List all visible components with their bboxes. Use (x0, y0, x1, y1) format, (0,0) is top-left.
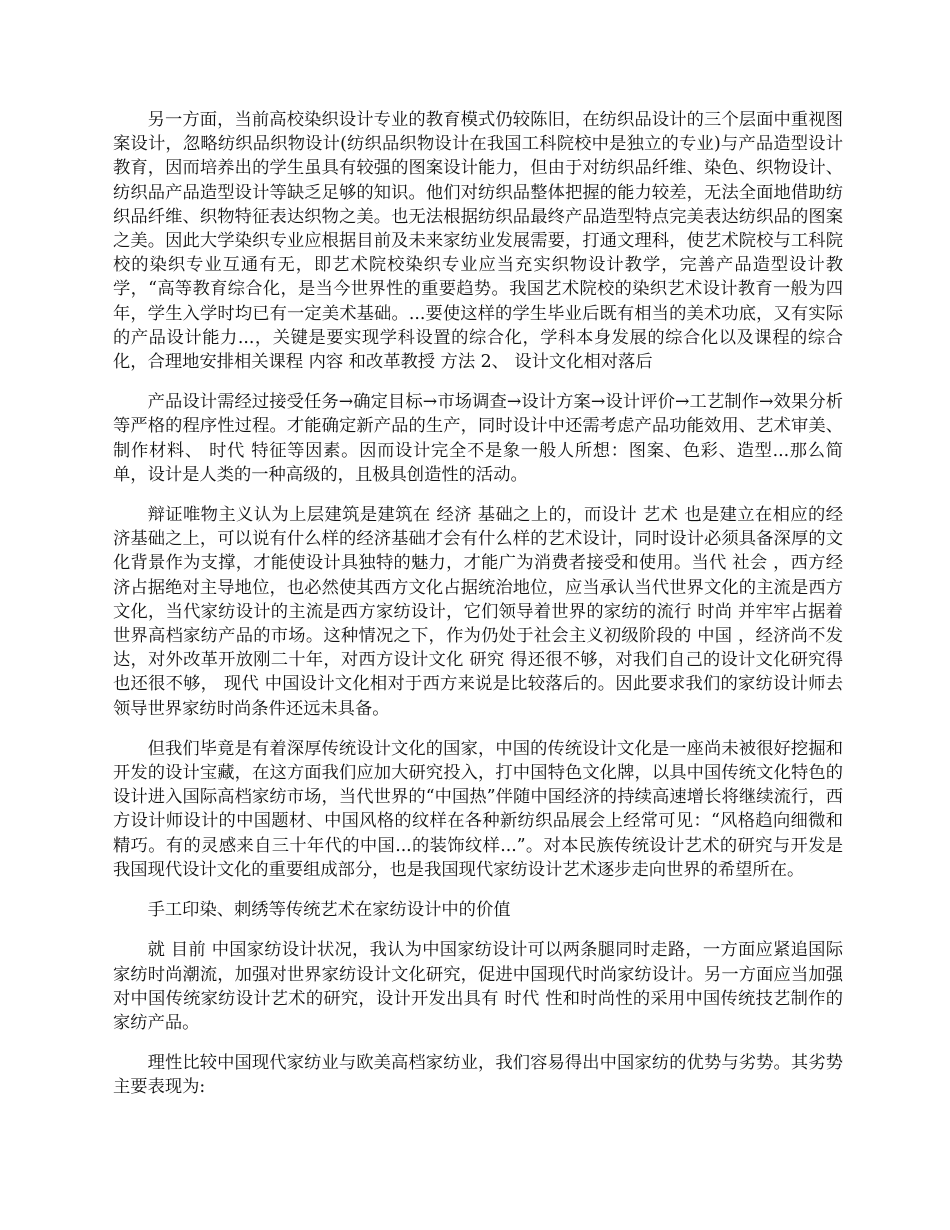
paragraph-design-process: 产品设计需经过接受任务→确定目标→市场调查→设计方案→设计评价→工艺制作→效果分析等严格的程序性过程。才能确定新产品的生产，同时设计中还需考虑产品功能效用、艺术审美、制作材料、 时代 特征等因素。因而设计完全不是象一般人所想：图案、色彩、造型...那么简单，设计是人类的一种高级的，且极具创造性的活动。 (113, 392, 843, 485)
paragraph-comparison: 理性比较中国现代家纺业与欧美高档家纺业，我们容易得出中国家纺的优势与劣势。其劣势主要表现为: (113, 1053, 843, 1098)
paragraph-traditional-culture: 但我们毕竟是有着深厚传统设计文化的国家，中国的传统设计文化是一座尚未被很好挖掘和开发的设计宝藏，在这方面我们应加大研究投入，打中国特色文化牌，以具中国传统文化特色的设计进入国际高档家纺市场，当代世界的“中国热”伴随中国经济的持续高速增长将继续流行，西方设计师设计的中国题材、中国风格的纹样在各种新纺织品展会上经常可见：“风格趋向细微和精巧。有的灵感来自三十年代的中国...的装饰纹样...”。对本民族传统设计艺术的研究与开发是我国现代设计文化的重要组成部分，也是我国现代家纺设计艺术逐步走向世界的希望所在。 (113, 738, 843, 880)
section-heading-traditional-crafts: 手工印染、刺绣等传统艺术在家纺设计中的价值 (147, 900, 511, 921)
paragraph-education-model: 另一方面，当前高校染织设计专业的教育模式仍较陈旧，在纺织品设计的三个层面中重视图案设计，忽略纺织品织物设计(纺织品织物设计在我国工科院校中是独立的专业)与产品造型设计教育，因而培养出的学生虽具有较强的图案设计能力，但由于对纺织品纤维、染色、织物设计、纺织品产品造型设计等缺乏足够的知识。他们对纺织品整体把握的能力较差，无法全面地借助纺织品纤维、织物特征表达织物之美。也无法根据纺织品最终产品造型特点完美表达纺织品的图案之美。因此大学染织专业应根据目前及未来家纺业发展需要，打通文理科，使艺术院校与工科院校的染织专业互通有无，即艺术院校染织专业应当充实织物设计教学，完善产品造型设计教学，“高等教育综合化，是当今世界性的重要趋势。我国艺术院校的染织艺术设计教育一般为四年，学生入学时均已有一定美术基础。...要使这样的学生毕业后既有相当的美术功底，又有实际的产品设计能力...，关键是要实现学科设置的综合化，学科本身发展的综合化以及课程的综合化，合理地安排相关课程 内容 和改革教授 方法 2、 设计文化相对落后 (113, 110, 843, 373)
document-body (113, 108, 843, 1116)
paragraph-two-paths: 就 目前 中国家纺设计状况，我认为中国家纺设计可以两条腿同时走路，一方面应紧追国际家纺时尚潮流，加强对世界家纺设计文化研究，促进中国现代时尚家纺设计。另一方面应当加强对中国传统家纺设计艺术的研究，设计开发出具有 时代 性和时尚性的采用中国传统技艺制作的家纺产品。 (113, 940, 843, 1033)
paragraph-economic-basis: 辩证唯物主义认为上层建筑是建筑在 经济 基础之上的，而设计 艺术 也是建立在相应的经济基础之上，可以说有什么样的经济基础才会有什么样的艺术设计，同时设计必须具备深厚的文化背景作为支撑，才能使设计具独特的魅力，才能广为消费者接受和使用。当代 社会 ，西方经济占据绝对主导地位，也必然使其西方文化占据统治地位，应当承认当代世界文化的主流是西方文化，当代家纺设计的主流是西方家纺设计，它们领导着世界的家纺的流行 时尚 并牢牢占据着世界高档家纺产品的市场。这种情况之下，作为仍处于社会主义初级阶段的 中国 ，经济尚不发达，对外改革开放刚二十年，对西方设计文化 研究 得还很不够，对我们自己的设计文化研究得也还很不够， 现代 中国设计文化相对于西方来说是比较落后的。因此要求我们的家纺设计师去领导世界家纺时尚条件还远未具备。 (113, 505, 843, 719)
